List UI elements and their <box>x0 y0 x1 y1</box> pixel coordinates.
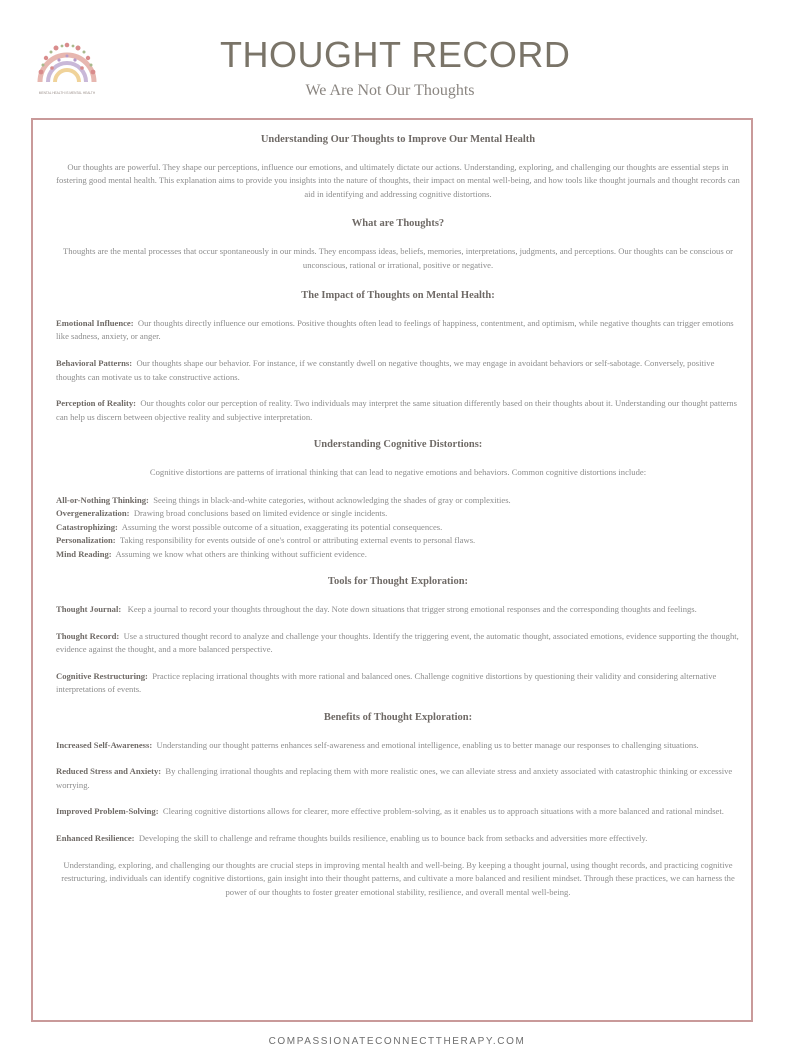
section-heading-benefits: Benefits of Thought Exploration: <box>323 712 473 724</box>
impact-item: Behavioral Patterns: Our thoughts shape our behavior. For instance, if we constantly dwell on negative thoughts, we may engage in avoidant behaviors or self-sabotage. Conversely, positive thoughts can motivate us to take constructive actions. <box>56 357 715 382</box>
benefit-item: Reduced Stress and Anxiety: By challenging irrational thoughts and replacing them with more realistic ones, we can alleviate stress and anxiety associated with catastrophic thinking or excessive worrying. <box>56 766 733 790</box>
section-heading-tools: Tools for Thought Exploration: <box>327 576 469 588</box>
impact-item: Emotional Influence: Our thoughts directly influence our emotions. Positive thoughts often lead to feelings of happiness, contentment, and optimism, while negative thoughts can trigger emotions like sadness, anxiety, or anger. <box>56 317 734 342</box>
page-subtitle: We Are Not Our Thoughts <box>305 82 475 99</box>
rainbow-flower-logo <box>34 24 100 98</box>
svg-text:MENTAL HEALTH IS MENTAL HEALTH: MENTAL HEALTH IS MENTAL HEALTH <box>38 91 96 95</box>
benefit-item: Increased Self-Awareness: Understanding our thought patterns enhances self-awareness and emotional intelligence, enabling us to better manage our responses to challenging situations. <box>56 739 699 750</box>
distortion-item: Catastrophizing: Assuming the worst possible outcome of a situation, exaggerating its potential consequences. <box>56 521 443 532</box>
footer-url: COMPASSIONATECONNECTTHERAPY.COM <box>268 1036 526 1047</box>
tool-item: Cognitive Restructuring: Practice replacing irrational thoughts with more rational and balanced ones. Challenge cognitive distortions by questioning their validity and considering alternative interpretations of events. <box>56 670 717 695</box>
distortion-item: Mind Reading: Assuming we know what others are thinking without sufficient evidence. <box>56 548 367 559</box>
section-heading-intro: Understanding Our Thoughts to Improve Our Mental Health <box>260 134 536 145</box>
intro-paragraph: Our thoughts are powerful. They shape our perceptions, influence our emotions, and ultimately dictate our actions. Understanding, exploring, and challenging our thoughts are essential steps in fostering good mental health. This explanation aims to provide you insights into the nature of thoughts, their impact on mental well-being, and how tools like thought journals and thought records can aid in identifying and addressing cognitive distortions. <box>56 161 740 199</box>
page-title: THOUGHT RECORD <box>220 34 571 75</box>
benefit-item: Improved Problem-Solving: Clearing cognitive distortions allows for clearer, more effective problem-solving, as it enables us to approach situations with a more balanced and rational mindset. <box>56 806 724 817</box>
section-heading-impact: The Impact of Thoughts on Mental Health: <box>301 290 495 302</box>
section-heading-distortions: Understanding Cognitive Distortions: <box>313 439 483 451</box>
distortion-item: Overgeneralization: Drawing broad conclusions based on limited evidence or single incidents. <box>56 508 388 519</box>
document-body <box>56 133 740 899</box>
tool-item: Thought Journal: Keep a journal to record your thoughts throughout the day. Note down situations that trigger strong emotional responses and the corresponding thoughts and feelings. <box>56 604 697 615</box>
impact-item: Perception of Reality: Our thoughts color our perception of reality. Two individuals may interpret the same situation differently based on their thoughts about it. Understanding our thought patterns can help us discern between objective reality and subjective interpretation. <box>56 398 737 422</box>
section-heading-what: What are Thoughts? <box>351 218 445 230</box>
distortion-item: All-or-Nothing Thinking: Seeing things in black-and-white categories, without acknowledging the shades of gray or complexities. <box>56 494 511 505</box>
benefit-item: Enhanced Resilience: Developing the skill to challenge and reframe thoughts builds resilience, enabling us to bounce back from setbacks and adversities more effectively. <box>56 833 648 843</box>
what-paragraph: Thoughts are the mental processes that occur spontaneously in our minds. They encompass ideas, beliefs, memories, interpretations, judgments, and perceptions. Our thoughts can be conscious or unconscious, rational or irrational, positive or negative. <box>63 245 733 270</box>
distortions-intro: Cognitive distortions are patterns of irrational thinking that can lead to negative emotions and behaviors. Common cognitive distortions include: <box>149 466 647 477</box>
distortion-item: Personalization: Taking responsibility for events outside of one's control or attributing external events to personal flaws. <box>56 535 476 546</box>
tool-item: Thought Record: Use a structured thought record to analyze and challenge your thoughts. Identify the triggering event, the automatic thought, associated emotions, evidence supporting the thought, evidence against the thought, and a more balanced perspective. <box>56 630 739 655</box>
conclusion-paragraph: Understanding, exploring, and challenging our thoughts are crucial steps in improving mental health and well-being. By keeping a thought journal, using thought records, and practicing cognitive restructuring, individuals can identify cognitive distortions, gain insight into their thought patterns, and cultivate a more balanced and resilient mindset. Through these practices, we can harness the power of our thoughts to foster greater emotional stability, resilience, and overall mental well-being. <box>61 859 735 897</box>
